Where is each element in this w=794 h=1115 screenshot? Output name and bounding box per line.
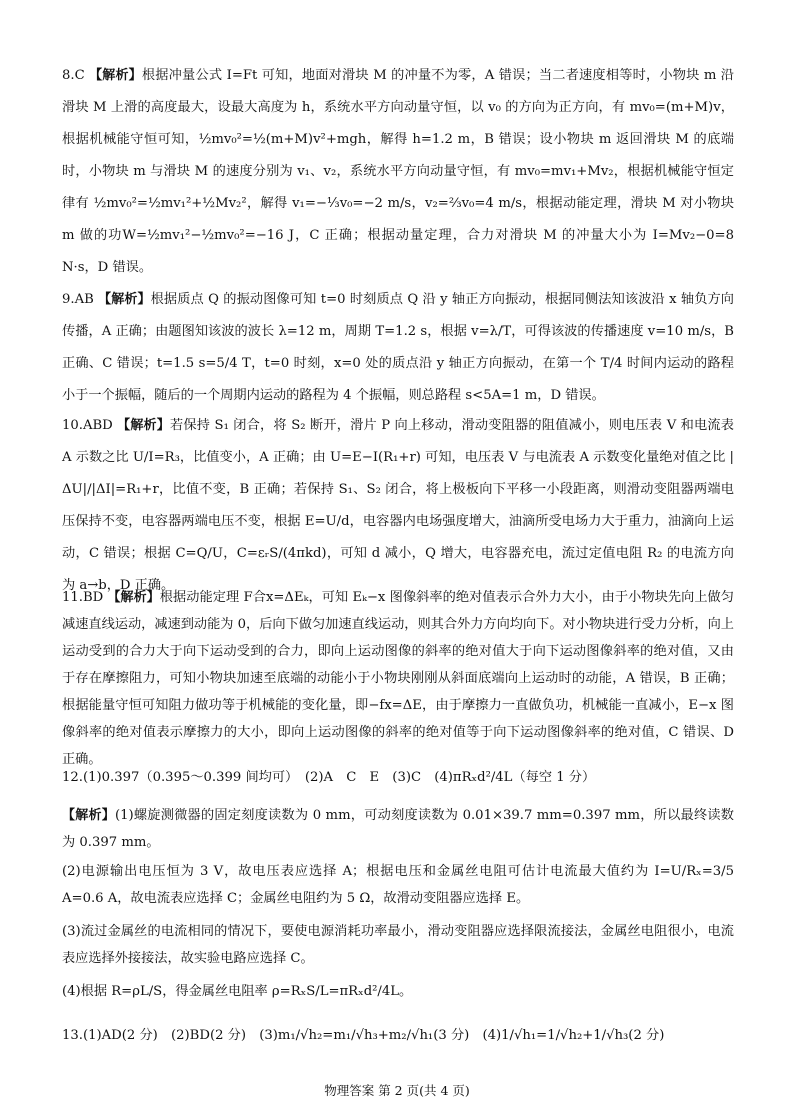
question-8-text: 根据冲量公式 I=Ft 可知，地面对滑块 M 的冲量不为零，A 错误；当二者速度相等时，小物块 m 沿滑块 M 上滑的高度最大，设最大高度为 h，系统水平方向动量守恒，以 v₀ 的方向为正方向，有 mv₀=(m+M)v，根据机械能守恒可知，½mv₀²=½(m+M)v²+mgh，解得 h=1.2 m，B 错误；设小物块 m 返回滑块 M 的底端时，小物块 m 与滑块 M 的速度分别为 v₁、v₂，系统水平方向动量守恒，有 mv₀=mv₁+Mv₂，根据机械能守恒定律有 ½mv₀²=½mv₁²+½Mv₂²，解得 v₁=−⅓v₀=−2 m/s，v₂=⅔v₀=4 m/s，根据动能定理，滑块 M 对小物块 m 做的功W=½mv₁²−½mv₀²=−16 J，C 正确；根据动量定理，合力对滑块 M 的冲量大小为 I=Mv₂−0=8 N·s，D 错误。 xyxy=(62,68,734,275)
question-10-number: 10.ABD xyxy=(62,418,118,433)
question-11-text: 根据动能定理 F合x=ΔEₖ，可知 Eₖ−x 图像斜率的绝对值表示合外力大小，由于小物块先向上做匀减速直线运动，减速到动能为 0，后向下做匀加速直线运动，则其合外力方向均向下。对小物块进行受力分析，向上运动受到的合力大于向下运动受到的合力，即向上运动图像的斜率的绝对值大于向下运动图像斜率的绝对值，又由于存在摩擦阻力，可知小物块加速至底端的动能小于小物块刚刚从斜面底端向上运动时的动能，A 错误，B 正确；根据能量守恒可知阻力做功等于机械能的变化量，即−fx=ΔE，由于摩擦力一直做负功，机械能一直减小，E−x 图像斜率的绝对值表示摩擦力的大小，即向上运动图像的斜率的绝对值等于向下运动图像斜率的绝对值，C 错误、D 正确。 xyxy=(62,590,734,767)
analysis-tag: 【解析】 xyxy=(117,418,170,433)
question-12-part-1: (1)螺旋测微器的固定刻度读数为 0 mm，可动刻度读数为 0.01×39.7 mm=0.397 mm，所以最终读数为 0.397 mm。 xyxy=(62,808,734,850)
analysis-tag: 【解析】 xyxy=(62,808,115,823)
question-8-explanation xyxy=(62,60,734,284)
question-12-answer: 12.(1)0.397（0.395～0.399 间均可） (2)A C E (3)C (4)πRₓd²/4L（每空 1 分） xyxy=(62,770,596,785)
analysis-tag: 【解析】 xyxy=(107,590,160,605)
question-12-explanation-4: (4)根据 R=ρL/S，得金属丝电阻率 ρ=RₓS/L=πRₓd²/4L。 xyxy=(62,984,413,999)
question-10-text: 若保持 S₁ 闭合，将 S₂ 断开，滑片 P 向上移动，滑动变阻器的阻值减小，则电压表 V 和电流表 A 示数之比 U/I=R₃，比值变小，A 正确；由 U=E−I(R₁+r) 可知，电压表 V 与电流表 A 示数变化量绝对值之比 |ΔU|/|ΔI|=R₁+r，比值不变，B 正确；若保持 S₁、S₂ 闭合，将上极板向下平移一小段距离，则滑动变阻器两端电压保持不变，电容器两端电压不变，根据 E=U/d，电容器内电场强度增大，油滴所受电场力大于重力，油滴向上运动，C 错误；根据 C=Q/U，C=εᵣS/(4πkd)，可知 d 减小，Q 增大，电容器充电，流过定值电阻 R₂ 的电流方向为 a→b，D 正确。 xyxy=(62,418,734,593)
question-8-number: 8.C xyxy=(62,68,90,83)
question-12-explanation-2: (2)电源输出电压恒为 3 V，故电压表应选择 A；根据电压和金属丝电阻可估计电流最大值约为 I=U/Rₓ=3/5 A=0.6 A，故电流表应选择 C；金属丝电阻约为 5 Ω，故滑动变阻器应选择 E。 xyxy=(62,864,734,906)
question-9-explanation xyxy=(62,284,734,412)
question-9-number: 9.AB xyxy=(62,292,99,307)
page-footer: 物理答案 第 2 页(共 4 页) xyxy=(324,1083,470,1098)
question-11-explanation xyxy=(62,584,734,773)
question-9-text: 根据质点 Q 的振动图像可知 t=0 时刻质点 Q 沿 y 轴正方向振动，根据同侧法知该波沿 x 轴负方向传播，A 正确；由题图知该波的波长 λ=12 m，周期 T=1.2 s，根据 v=λ/T，可得该波的传播速度 v=10 m/s，B 正确、C 错误；t=1.5 s=5/4 T，t=0 时刻，x=0 处的质点沿 y 轴正方向振动，在第一个 T/4 时间内运动的路程小于一个振幅，随后的一个周期内运动的路程为 4 个振幅，则总路程 s<5A=1 m，D 错误。 xyxy=(62,292,734,403)
question-10-explanation xyxy=(62,410,734,602)
question-11-number: 11.BD xyxy=(62,590,108,605)
question-12-explanation-3: (3)流过金属丝的电流相同的情况下，要使电源消耗功率最小，滑动变阻器应选择限流接法，金属丝电阻很小，电流表应选择外接接法，故实验电路应选择 C。 xyxy=(62,924,734,966)
question-13-answer: 13.(1)AD(2 分) (2)BD(2 分) (3)m₁/√h₂=m₁/√h₃+m₂/√h₁(3 分) (4)1/√h₁=1/√h₂+1/√h₃(2 分) xyxy=(62,1028,665,1043)
analysis-tag: 【解析】 xyxy=(89,68,142,83)
analysis-tag: 【解析】 xyxy=(98,292,151,307)
question-12-explanation-1 xyxy=(62,802,734,856)
